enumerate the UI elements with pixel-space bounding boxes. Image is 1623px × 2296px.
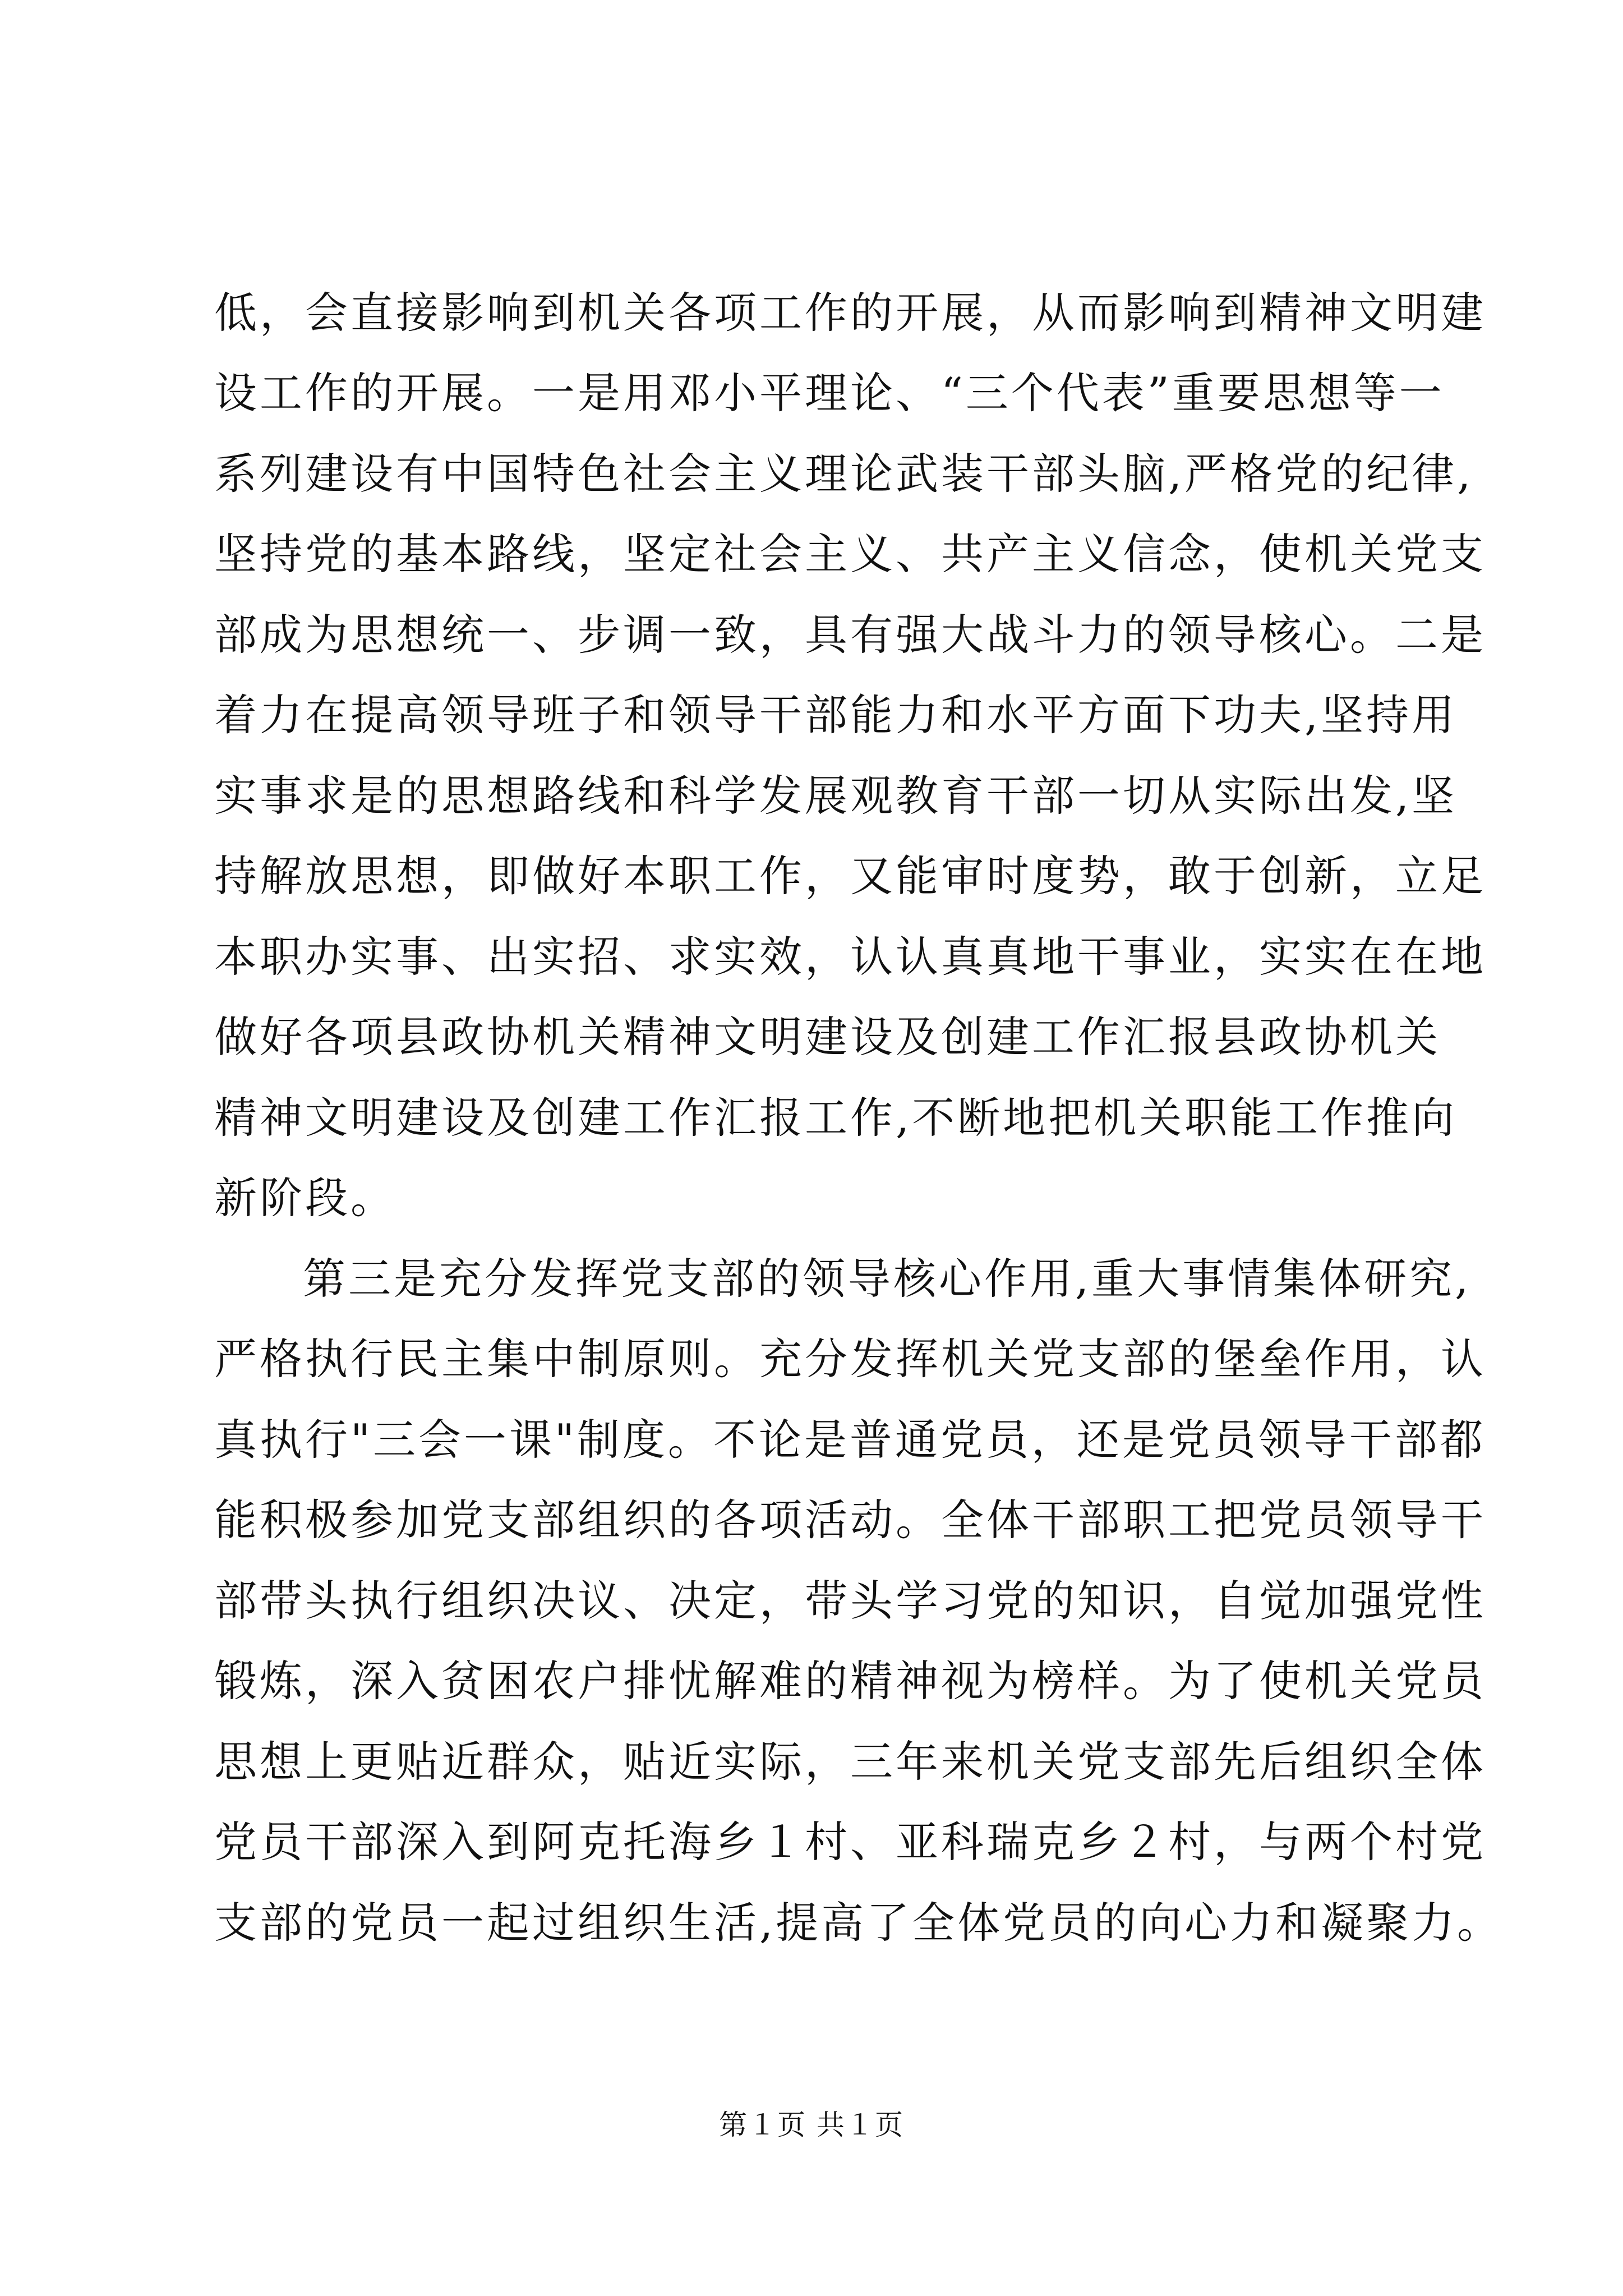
paragraph-line: 真执行"三会一课"制度。不论是普通党员，还是党员领导干部都 xyxy=(214,1415,1486,1465)
paragraph-line: 思想上更贴近群众，贴近实际，三年来机关党支部先后组织全体 xyxy=(214,1737,1486,1787)
paragraph-line: 党员干部深入到阿克托海乡１村、亚科瑞克乡２村，与两个村党 xyxy=(214,1817,1486,1867)
paragraph-line: 设工作的开展。一是用邓小平理论、“三个代表”重要思想等一 xyxy=(214,368,1445,418)
page-footer: 第１页 共１页 xyxy=(719,2109,904,2141)
paragraph-line: 实事求是的思想路线和科学发展观教育干部一切从实际出发,坚 xyxy=(214,771,1458,821)
paragraph-line: 精神文明建设及创建工作汇报工作,不断地把机关职能工作推向 xyxy=(214,1093,1458,1143)
paragraph-line: 着力在提高领导班子和领导干部能力和水平方面下功夫,坚持用 xyxy=(214,690,1458,740)
paragraph-line: 部带头执行组织决议、决定，带头学习党的知识，自觉加强党性 xyxy=(214,1576,1486,1626)
paragraph-line: 新阶段。 xyxy=(214,1173,396,1223)
paragraph-line: 系列建设有中国特色社会主义理论武装干部头脑,严格党的纪律, xyxy=(214,449,1474,499)
paragraph-line: 严格执行民主集中制原则。充分发挥机关党支部的堡垒作用，认 xyxy=(214,1334,1486,1384)
paragraph-line: 坚持党的基本路线，坚定社会主义、共产主义信念，使机关党支 xyxy=(214,529,1486,579)
paragraph-line: 锻炼，深入贫困农户排忧解难的精神视为榜样。为了使机关党员 xyxy=(214,1656,1486,1706)
paragraph-line: 第三是充分发挥党支部的领导核心作用,重大事情集体研究, xyxy=(303,1254,1472,1304)
paragraph-line: 低，会直接影响到机关各项工作的开展，从而影响到精神文明建 xyxy=(214,288,1486,338)
paragraph-line: 部成为思想统一、步调一致，具有强大战斗力的领导核心。二是 xyxy=(214,610,1486,660)
paragraph-line: 做好各项县政协机关精神文明建设及创建工作汇报县政协机关 xyxy=(214,1012,1441,1062)
paragraph-line: 支部的党员一起过组织生活,提高了全体党员的向心力和凝聚力。 xyxy=(214,1898,1503,1948)
paragraph-line: 能积极参加党支部组织的各项活动。全体干部职工把党员领导干 xyxy=(214,1495,1486,1545)
paragraph-line: 持解放思想，即做好本职工作，又能审时度势，敢于创新，立足 xyxy=(214,851,1486,901)
paragraph-line: 本职办实事、出实招、求实效，认认真真地干事业，实实在在地 xyxy=(214,932,1486,982)
